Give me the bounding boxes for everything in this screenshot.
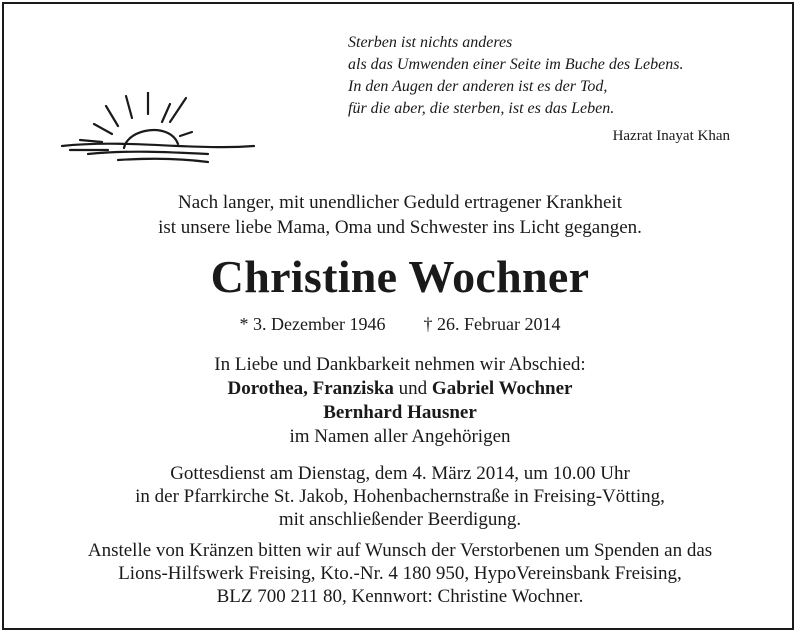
death-date: † 26. Februar 2014 bbox=[423, 314, 561, 334]
sunset-icon bbox=[58, 92, 258, 172]
mourners-connector: und bbox=[393, 378, 432, 399]
mourners-second-line: Bernhard Hausner bbox=[323, 402, 477, 423]
mourners-closing: im Namen aller Angehörigen bbox=[289, 426, 511, 447]
mourners-heading: In Liebe und Dankbarkeit nehmen wir Abschied: bbox=[214, 354, 586, 375]
quote bbox=[348, 32, 738, 120]
quote-line-2: als das Umwenden einer Seite im Buche des Lebens. bbox=[348, 56, 684, 73]
donation-line-3: BLZ 700 211 80, Kennwort: Christine Wochner. bbox=[216, 586, 584, 607]
quote-author: Hazrat Inayat Khan bbox=[612, 128, 730, 144]
service-line-1: Gottesdienst am Dienstag, dem 4. März 2014, um 10.00 Uhr bbox=[170, 463, 630, 484]
service-line-2: in der Pfarrkirche St. Jakob, Hohenbachernstraße in Freising-Vötting, bbox=[135, 486, 665, 507]
donation-line-2: Lions-Hilfswerk Freising, Kto.-Nr. 4 180 950, HypoVereinsbank Freising, bbox=[118, 563, 682, 584]
life-dates bbox=[0, 314, 800, 335]
service-line-3: mit anschließender Beerdigung. bbox=[278, 509, 522, 530]
mourners-names-part1: Dorothea, Franziska bbox=[227, 378, 394, 399]
intro-text bbox=[0, 190, 800, 240]
birth-date: * 3. Dezember 1946 bbox=[239, 314, 386, 334]
mourners-names bbox=[0, 377, 800, 401]
service-info bbox=[0, 462, 800, 531]
quote-line-3: In den Augen der anderen ist es der Tod, bbox=[348, 78, 608, 95]
intro-line-1: Nach langer, mit unendlicher Geduld ertragener Krankheit bbox=[178, 192, 622, 213]
mourners-block bbox=[0, 353, 800, 449]
quote-line-1: Sterben ist nichts anderes bbox=[348, 34, 513, 51]
mourners-names-part2: Gabriel Wochner bbox=[431, 378, 573, 399]
donation-line-1: Anstelle von Kränzen bitten wir auf Wunsch der Verstorbenen um Spenden an das bbox=[87, 540, 713, 561]
quote-line-4: für die aber, die sterben, ist es das Leben. bbox=[348, 100, 615, 117]
deceased-name: Christine Wochner bbox=[210, 251, 590, 302]
intro-line-2: ist unsere liebe Mama, Oma und Schwester ins Licht gegangen. bbox=[158, 217, 642, 238]
donation-info bbox=[0, 539, 800, 608]
